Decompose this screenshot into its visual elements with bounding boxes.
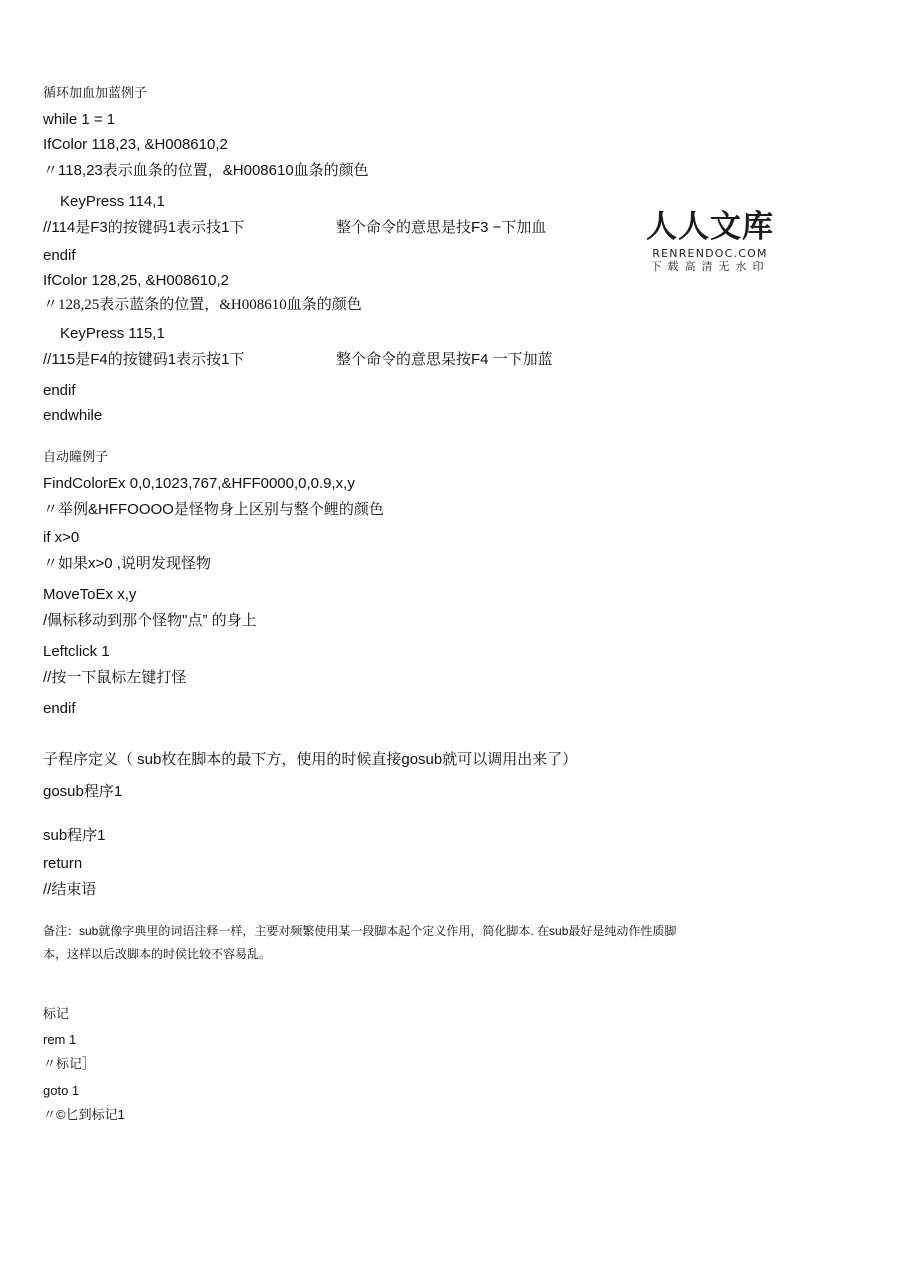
code-comment: 〃128,25表示蓝条的位置，&H008610血条的颜色 — [43, 297, 362, 313]
code-comment-explanation: 整个命令的意思是技F3 −下加血 — [336, 219, 547, 236]
code-line: MoveToEx x,y — [43, 586, 137, 603]
code-line: IfColor 118,23, &H008610,2 — [43, 136, 228, 153]
code-line: endwhile — [43, 407, 103, 424]
code-line: endif — [43, 700, 76, 717]
code-comment: 〃如果x>0 ,说明发现怪物 — [43, 555, 211, 572]
section1-heading: 循环加血加蓝例子 — [43, 85, 148, 100]
code-comment: 〃标记］ — [43, 1056, 96, 1071]
watermark-tagline: 下载高清无水印 — [650, 260, 770, 273]
code-line: KeyPress 114,1 — [60, 193, 165, 210]
section3-heading: 子程序定义（ sub枚在脚本的最下方，使用的时候直接gosub就可以调用出来了） — [43, 751, 578, 768]
code-line: return — [43, 855, 83, 872]
code-line: gosub程序1 — [43, 783, 123, 800]
code-line: Leftclick 1 — [43, 643, 110, 660]
code-line: goto 1 — [43, 1083, 80, 1098]
code-line: endif — [43, 247, 76, 264]
code-line: while 1 = 1 — [43, 111, 116, 128]
code-comment: //结束语 — [43, 881, 97, 898]
code-comment: //按一下鼠标左键打怪 — [43, 669, 187, 686]
watermark-domain: RENRENDOC.COM — [652, 247, 768, 260]
renrendoc-watermark — [646, 209, 774, 273]
code-comment: /佩标移动到那个怪物"点” 的身上 — [43, 612, 257, 629]
code-comment-explanation: 整个命令的意思杲按F4 一下加蓝 — [336, 351, 553, 368]
section2-heading: 自动曈例子 — [43, 449, 109, 464]
code-line: KeyPress 115,1 — [60, 325, 165, 342]
note-line: 本，这样以后改脚本的时侯比较不容易乱。 — [43, 947, 272, 961]
section4-heading: 标记 — [43, 1006, 70, 1021]
code-comment: 〃举例&HFFOOOO是怪物身上区别与整个鲤的颜色 — [43, 501, 384, 518]
code-line: rem 1 — [43, 1032, 77, 1047]
code-comment: 〃118,23表示血条的位置，&H008610血条的颜色 — [43, 162, 369, 179]
code-line: FindColorEx 0,0,1023,767,&HFF0000,0,0.9,x,y — [43, 475, 355, 492]
code-line: IfColor 128,25, &H008610,2 — [43, 272, 229, 289]
note-line: 备注：sub就像字典里的词语注释一样，主要对频繁使用某一段脚本起个定义作用，简化脚本. 在sub最好是纯动作性质脚 — [43, 924, 677, 938]
watermark-title: 人人文库 — [646, 209, 774, 245]
code-line: if x>0 — [43, 529, 80, 546]
code-line: endif — [43, 382, 76, 399]
code-comment: //115是F4的按键码1表示按1下 — [43, 351, 245, 368]
code-line: sub程序1 — [43, 827, 106, 844]
code-comment: //114是F3的按键码1表示技1下 — [43, 219, 245, 236]
code-comment: 〃©匕到标记1 — [43, 1107, 125, 1122]
